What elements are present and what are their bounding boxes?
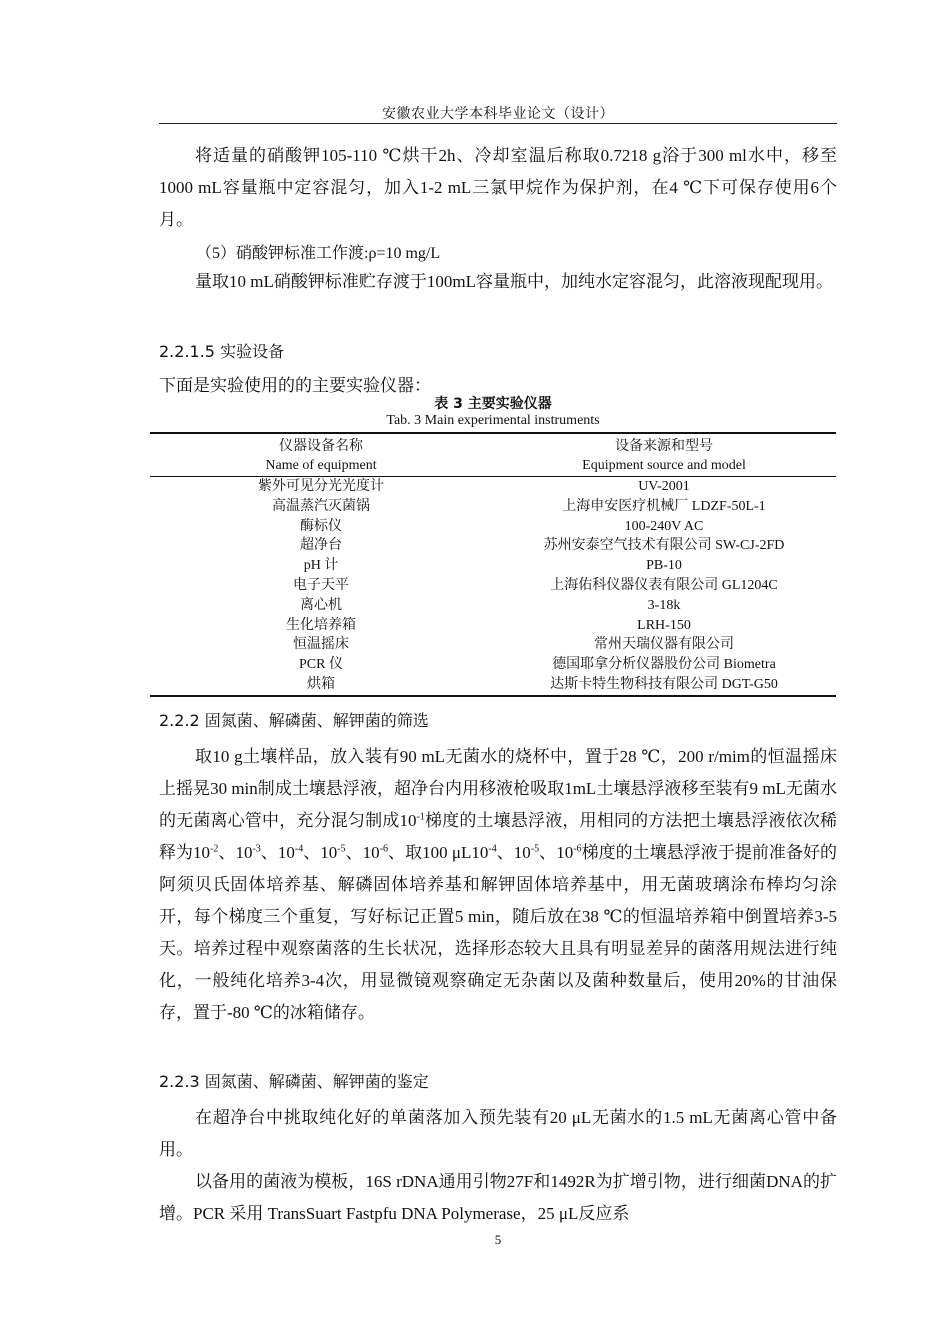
table-row (150, 477, 836, 497)
table-row (150, 616, 836, 636)
equipment-model: UV-2001 (638, 479, 690, 494)
table-header-source-en: Equipment source and model (492, 456, 836, 477)
paragraph-screening: 取10 g土壤样品，放入装有90 mL无菌水的烧杯中，置于28 ℃，200 r/mim的恒温摇床上摇晃30 min制成土壤悬浮液，超净台内用移液枪吸取1mL土壤悬浮液移至装有9 mL无菌水的无菌离心管中，充分混匀制成$10^{-1}$梯度的土壤悬浮液，用相同的方法把土壤悬浮液依次稀释为$10^{-2}$、$10^{-3}$、$10^{-4}$、$10^{-5}$、$10^{-6}$、取100 $\mu L10^{-4}$、$10^{-5}$、$10^{-6}$梯度的土壤悬浮液于提前准备好的阿须贝氏固体培养基、解磷固体培养基和解钾固体培养基中，用无菌玻璃涂布棒均匀涂开，每个梯度三个重复，写好标记正置5 min，随后放在38 ℃的恒温培养箱中倒置培养3-5天。培养过程中观察菌落的生长状况，选择形态较大且具有明显差异的菌落用规法进行纯化，一般纯化培养3-4次，用显微镜观察确定无杂菌以及菌种数量后，使用20%的甘油保存，置于-80 ℃的冰箱储存。 (159, 747, 838, 1022)
equipment-model: 苏州安泰空气技术有限公司 SW-CJ-2FD (543, 538, 785, 554)
section-heading-222: 2.2.2 固氮菌、解磷菌、解钾菌的筛选 (159, 711, 429, 730)
page-header: 安徽农业大学本科毕业论文（设计） (382, 107, 614, 122)
table-row (150, 655, 836, 675)
equipment-name: 紫外可见分光光度计 (258, 479, 384, 494)
table-row (150, 576, 836, 596)
equipment-model: PB-10 (646, 558, 682, 574)
equipment-model: 3-18k (647, 597, 681, 613)
table-row (150, 497, 836, 517)
equipment-name: 离心机 (300, 597, 342, 613)
table-row (150, 536, 836, 556)
equipment-name: 高温蒸汽灭菌锅 (272, 498, 370, 514)
equipment-name: 超净台 (300, 538, 342, 554)
paragraph-working-solution: 量取10 mL硝酸钾标准贮存渡于100mL容量瓶中，加纯水定容混匀，此溶液现配现用。 (195, 272, 833, 291)
section-heading-2215: 2.2.1.5 实验设备 (159, 342, 285, 361)
equipment-model: 常州天瑞仪器有限公司 (594, 637, 734, 653)
paragraph-single-colony: 在超净台中挑取纯化好的单菌落加入预先装有20 μL无菌水的1.5 mL无菌离心管中备用。 (159, 1108, 837, 1159)
paragraph-pcr: 以备用的菌液为模板，16S rDNA通用引物27F和1492R为扩增引物，进行细菌DNA的扩增。PCR 采用 TransSuart Fastpfu DNA Polymerase，25 μL反应系 (159, 1172, 837, 1223)
equipment-name: 恒温摇床 (293, 637, 349, 653)
page-number: 5 (494, 1232, 502, 1247)
item-5-heading: （5）硝酸钾标准工作渡:ρ=10 mg/L (196, 245, 441, 262)
equipment-model: 达斯卡特生物科技有限公司 DGT-G50 (492, 675, 836, 696)
equipment-table (150, 432, 836, 697)
header-rule (159, 123, 837, 124)
table-row (150, 556, 836, 576)
equipment-model: 上海申安医疗机械厂 LDZF-50L-1 (562, 498, 766, 514)
equipment-model: LRH-150 (637, 617, 691, 633)
equipment-name: 烘箱 (150, 675, 492, 696)
section-heading-223: 2.2.3 固氮菌、解磷菌、解钾菌的鉴定 (159, 1072, 429, 1091)
table-row (150, 596, 836, 616)
table-caption-en: Tab. 3 Main experimental instruments (386, 413, 600, 428)
table-intro-text: 下面是实验使用的的主要实验仪器： (159, 376, 431, 395)
table-row (150, 635, 836, 655)
equipment-name: pH 计 (303, 558, 339, 574)
table-caption-cn: 表 3 主要实验仪器 (434, 396, 552, 412)
table-header-name-en: Name of equipment (150, 456, 492, 477)
equipment-name: PCR 仪 (299, 657, 343, 673)
equipment-model: 100-240V AC (624, 518, 704, 534)
table-row (150, 517, 836, 537)
equipment-name: 酶标仪 (300, 518, 342, 534)
equipment-model: 上海佑科仪器仪表有限公司 GL1204C (550, 577, 778, 593)
table-header-name-cn: 仪器设备名称 (150, 433, 492, 456)
table-row (150, 675, 836, 696)
table-header-source-cn: 设备来源和型号 (492, 433, 836, 456)
equipment-name: 电子天平 (293, 577, 349, 593)
paragraph-potassium-nitrate-storage: 将适量的硝酸钾105-110 ℃烘干2h、冷却室温后称取0.7218 g浴于300 ml水中，移至1000 mL容量瓶中定容混匀，加入1-2 mL三氯甲烷作为保护剂，在4 ℃下可保存使用6个月。 (159, 146, 837, 229)
equipment-model: 德国耶拿分析仪器股份公司 Biometra (552, 657, 776, 673)
equipment-name: 生化培养箱 (286, 617, 356, 633)
